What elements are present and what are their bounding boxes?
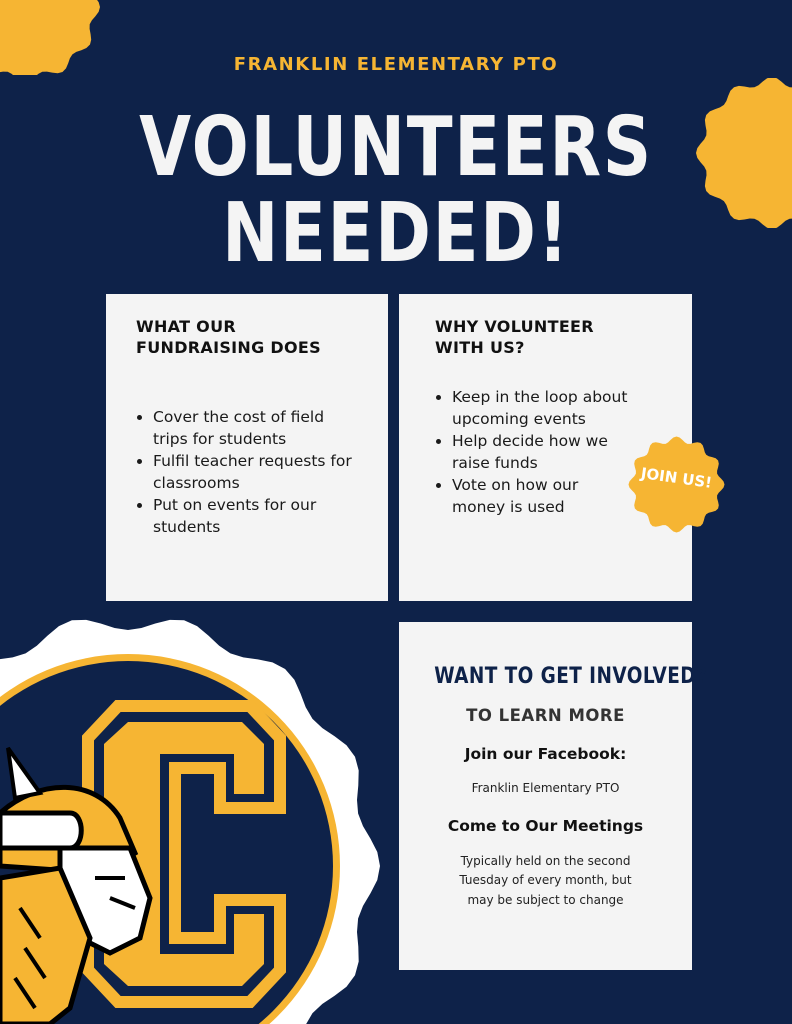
get-involved-card	[399, 622, 708, 970]
list-item: • Put on events for our students	[153, 494, 358, 538]
headline-line-2: NEEDED!	[222, 186, 570, 281]
list-item: • Help decide how we raise funds	[452, 430, 632, 474]
learn-more-heading: TO LEARN MORE	[466, 706, 625, 725]
viking-mascot-logo	[0, 608, 400, 1024]
why-volunteer-card-title: WHY VOLUNTEER WITH US?	[435, 317, 594, 357]
fundraising-card	[106, 294, 388, 601]
join-us-label: JOIN US!	[639, 464, 714, 492]
headline-line-1: VOLUNTEERS	[139, 100, 653, 195]
meetings-note: Typically held on the second Tuesday of every month, but may be subject to change	[459, 853, 632, 907]
list-item: • Fulfil teacher requests for classrooms	[153, 450, 358, 494]
fundraising-card-title: WHAT OUR FUNDRAISING DOES	[136, 317, 321, 357]
fundraising-list	[136, 406, 358, 538]
meetings-heading: Come to Our Meetings	[447, 816, 644, 835]
list-item: • Keep in the loop about upcoming events	[452, 386, 632, 430]
why-volunteer-list	[435, 386, 632, 518]
list-item: • Vote on how our money is used	[452, 474, 632, 518]
get-involved-title: WANT TO GET INVOLVED?	[434, 664, 708, 689]
facebook-page-name: Franklin Elementary PTO	[471, 781, 620, 795]
list-item: • Cover the cost of field trips for students	[153, 406, 358, 450]
facebook-heading: Join our Facebook:	[464, 745, 627, 763]
organization-name: FRANKLIN ELEMENTARY PTO	[233, 54, 559, 75]
